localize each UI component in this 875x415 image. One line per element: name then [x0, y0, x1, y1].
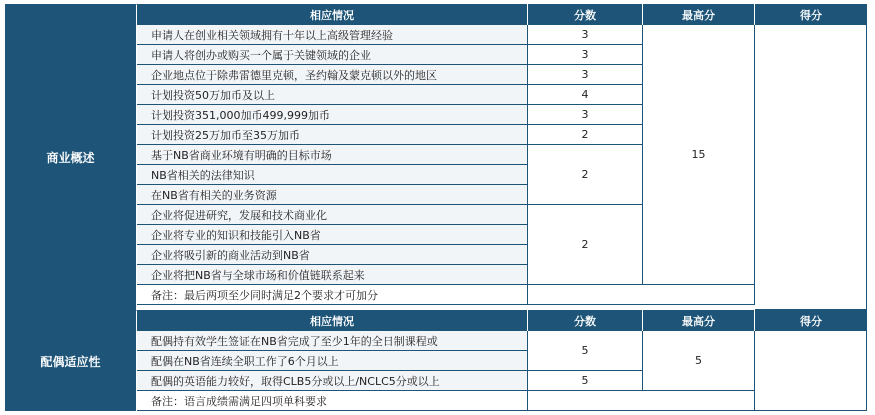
- spouse-header-row: [5, 310, 867, 331]
- note-text: 备注：最后两项至少同时满足2个要求才可加分: [137, 285, 528, 305]
- header-got: 得分: [755, 310, 867, 331]
- header-got: 得分: [755, 4, 867, 25]
- header-max: 最高分: [643, 4, 755, 25]
- criterion-cell: 计划投资25万加币至35万加币: [137, 125, 528, 145]
- header-situation: 相应情况: [137, 310, 528, 331]
- criterion-cell: 计划投资351,000加币499,999加币: [137, 105, 528, 125]
- criterion-cell: 配偶持有效学生签证在NB省完成了至少1年的全日制课程或: [137, 331, 528, 351]
- spouse-got-score: [755, 331, 867, 411]
- score-cell: 4: [528, 85, 643, 105]
- header-situation: 相应情况: [137, 4, 528, 25]
- criterion-cell: 企业将吸引新的商业活动到NB省: [137, 245, 528, 265]
- criterion-cell: 配偶的英语能力较好，取得CLB5分或以上/NCLC5分或以上: [137, 371, 528, 391]
- criterion-cell: 企业地点位于除弗雷德里克顿，圣约翰及蒙克顿以外的地区: [137, 65, 528, 85]
- group-score-cell: 2: [528, 145, 643, 205]
- score-cell: 3: [528, 25, 643, 45]
- criterion-cell: 申请人将创办或购买一个属于关键领域的企业: [137, 45, 528, 65]
- criterion-cell: 基于NB省商业环境有明确的目标市场: [137, 145, 528, 165]
- business-got-score: [755, 25, 867, 310]
- score-cell: 5: [528, 371, 643, 391]
- criterion-cell: 企业将促进研究，发展和技术商业化: [137, 205, 528, 225]
- spouse-max-score: 5: [643, 331, 755, 391]
- points-table: [5, 4, 867, 411]
- criterion-cell: 配偶在NB省连续全职工作了6个月以上: [137, 351, 528, 371]
- business-header-row: [5, 4, 867, 25]
- criterion-cell: 在NB省有相关的业务资源: [137, 185, 528, 205]
- score-cell: 3: [528, 45, 643, 65]
- score-cell: 2: [528, 125, 643, 145]
- header-score: 分数: [528, 4, 643, 25]
- criterion-cell: NB省相关的法律知识: [137, 165, 528, 185]
- note-text: 备注：语言成绩需满足四项单科要求: [137, 391, 528, 411]
- score-cell: 3: [528, 105, 643, 125]
- business-max-score: 15: [643, 25, 755, 285]
- business-section-title: 商业概述: [5, 4, 137, 310]
- note-empty-cell: [528, 285, 755, 305]
- header-max: 最高分: [643, 310, 755, 331]
- criterion-cell: 企业将把NB省与全球市场和价值链联系起来: [137, 265, 528, 285]
- criterion-cell: 企业将专业的知识和技能引入NB省: [137, 225, 528, 245]
- group-score-cell: 5: [528, 331, 643, 371]
- criterion-cell: 申请人在创业相关领域拥有十年以上高级管理经验: [137, 25, 528, 45]
- score-cell: 3: [528, 65, 643, 85]
- group-score-cell: 2: [528, 205, 643, 285]
- header-score: 分数: [528, 310, 643, 331]
- criterion-cell: 计划投资50万加币及以上: [137, 85, 528, 105]
- spouse-section-title: 配偶适应性: [5, 310, 137, 411]
- note-empty-cell: [528, 391, 755, 411]
